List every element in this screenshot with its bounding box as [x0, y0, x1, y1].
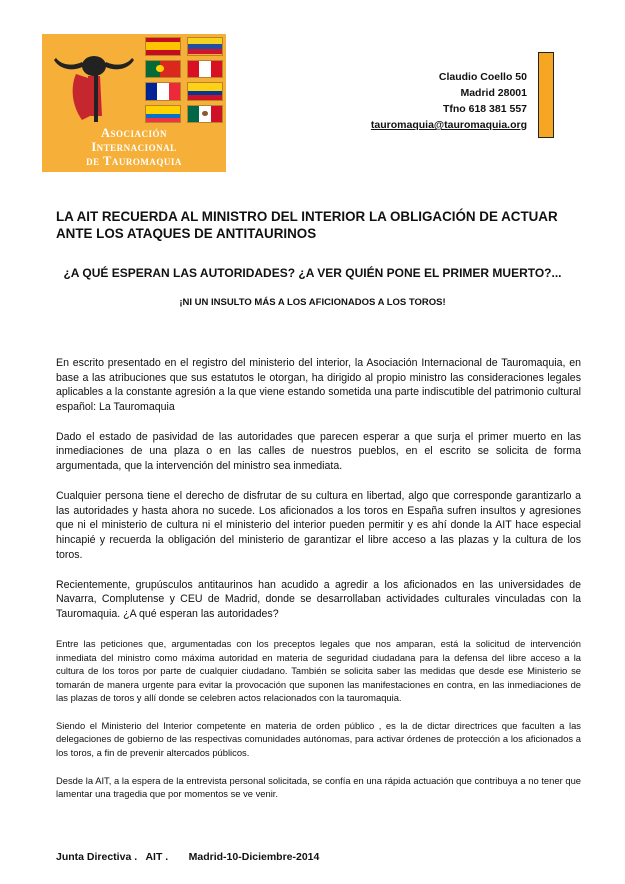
association-logo — [42, 34, 226, 172]
logo-text — [42, 126, 226, 168]
signature-text: Junta Directiva . AIT . Madrid-10-Diciembre-2014 — [56, 851, 320, 863]
contact-address — [371, 69, 527, 133]
logo-text-line1: Asociación — [100, 126, 168, 140]
flags-grid — [145, 37, 223, 123]
logo-text-line2: Internacional — [91, 140, 177, 154]
address-city: Madrid 28001 — [460, 87, 527, 99]
ecuador-flag-icon — [145, 105, 181, 124]
paragraph: Dado el estado de pasividad de las autoridades que parecen esperar a que surja el primer muerto en las inmediaciones de una plaza o en las calles de nuestros pueblos, en el escrito se solicita de forma argumentada, que la intervención del ministro sea inmediata. — [56, 430, 581, 473]
address-street: Claudio Coello 50 — [438, 71, 527, 83]
france-flag-icon — [145, 82, 181, 101]
address-phone: Tfno 618 381 557 — [442, 103, 527, 115]
peru-flag-icon — [187, 60, 223, 79]
portugal-flag-icon — [145, 60, 181, 79]
paragraph: Recientemente, grupúsculos antitaurinos han acudido a agredir a los aficionados en las universidades de Navarra, Complutense y CEU de Madrid, donde se desarrollaban actividades culturales vinculadas con la Tauromaquia. ¿A qué esperan las autoridades? — [56, 578, 581, 620]
venezuela-flag-icon — [187, 37, 223, 56]
mexico-flag-icon — [187, 105, 223, 124]
document-body — [56, 356, 581, 815]
colombia-flag-icon — [187, 82, 223, 101]
logo-text-line3: de Tauromaquia — [86, 154, 182, 168]
address-email-link[interactable]: tauromaquia@tauromaquia.org — [370, 119, 527, 131]
decorative-orange-bar — [538, 52, 554, 138]
paragraph: En escrito presentado en el registro del ministerio del interior, la Asociación Internacional de Tauromaquia, en base a las atribuciones que sus estatutos le otorgan, ha dirigido al propio ministro las consideraciones legales aplicables a la constante agresión a la que viene estando sometida una parte indiscutible del patrimonio cultural español: La Tauromaquia — [56, 357, 581, 413]
document-subtitle: ¿A QUÉ ESPERAN LAS AUTORIDADES? ¿A VER QUIÉN PONE EL PRIMER MUERTO?... — [63, 266, 562, 280]
document-title: LA AIT RECUERDA AL MINISTRO DEL INTERIOR LA OBLIGACIÓN DE ACTUAR ANTE LOS ATAQUES DE ANTITAURINOS — [56, 209, 558, 241]
document-slogan: ¡NI UN INSULTO MÁS A LOS AFICIONADOS A LOS TOROS! — [179, 297, 446, 308]
paragraph: Cualquier persona tiene el derecho de disfrutar de su cultura en libertad, algo que corresponde garantizarlo a las autoridades y hasta ahora no sucede. Los aficionados a los toros en España sufren insultos y agresiones que ni el ministerio de cultura ni el ministerio del interior pueden permitir y es ahí donde la AIT hace especial hincapié y recuerda la obligación del ministerio de garantizar el libre acceso a las plazas y la cultura de los toros. — [56, 490, 581, 561]
paragraph: Desde la AIT, a la espera de la entrevista personal solicitada, se confía en una rápida actuación que contribuya a no tener que lamentar una tragedia que por momentos se ve venir. — [56, 774, 581, 800]
paragraph: Siendo el Ministerio del Interior competente en materia de orden público , es la de dictar directrices que faculten a las delegaciones de gobierno de las respectivas comunidades autónomas, para activar órdenes de protección a los aficionados a los toros, a fin de prevenir altercados públicos. — [56, 719, 581, 759]
document-signature — [56, 851, 319, 863]
matador-icon — [48, 44, 140, 124]
spain-flag-icon — [145, 37, 181, 56]
paragraph: Entre las peticiones que, argumentadas con los preceptos legales que nos amparan, está la solicitud de intervención inmediata del ministro como máxima autoridad en materia de seguridad ciudadana para la defensa del libre acceso a la cultura de los toros por parte de cualquier ciudadano. También se solicita saber las medidas que desde ese Ministerio se tomarán de manera urgente para evitar la provocación que suponen las manifestaciones en contra, en las inmediaciones de las plazas de toros y allí donde se celebren actos relacionados con la tauromaquia. — [56, 637, 581, 704]
